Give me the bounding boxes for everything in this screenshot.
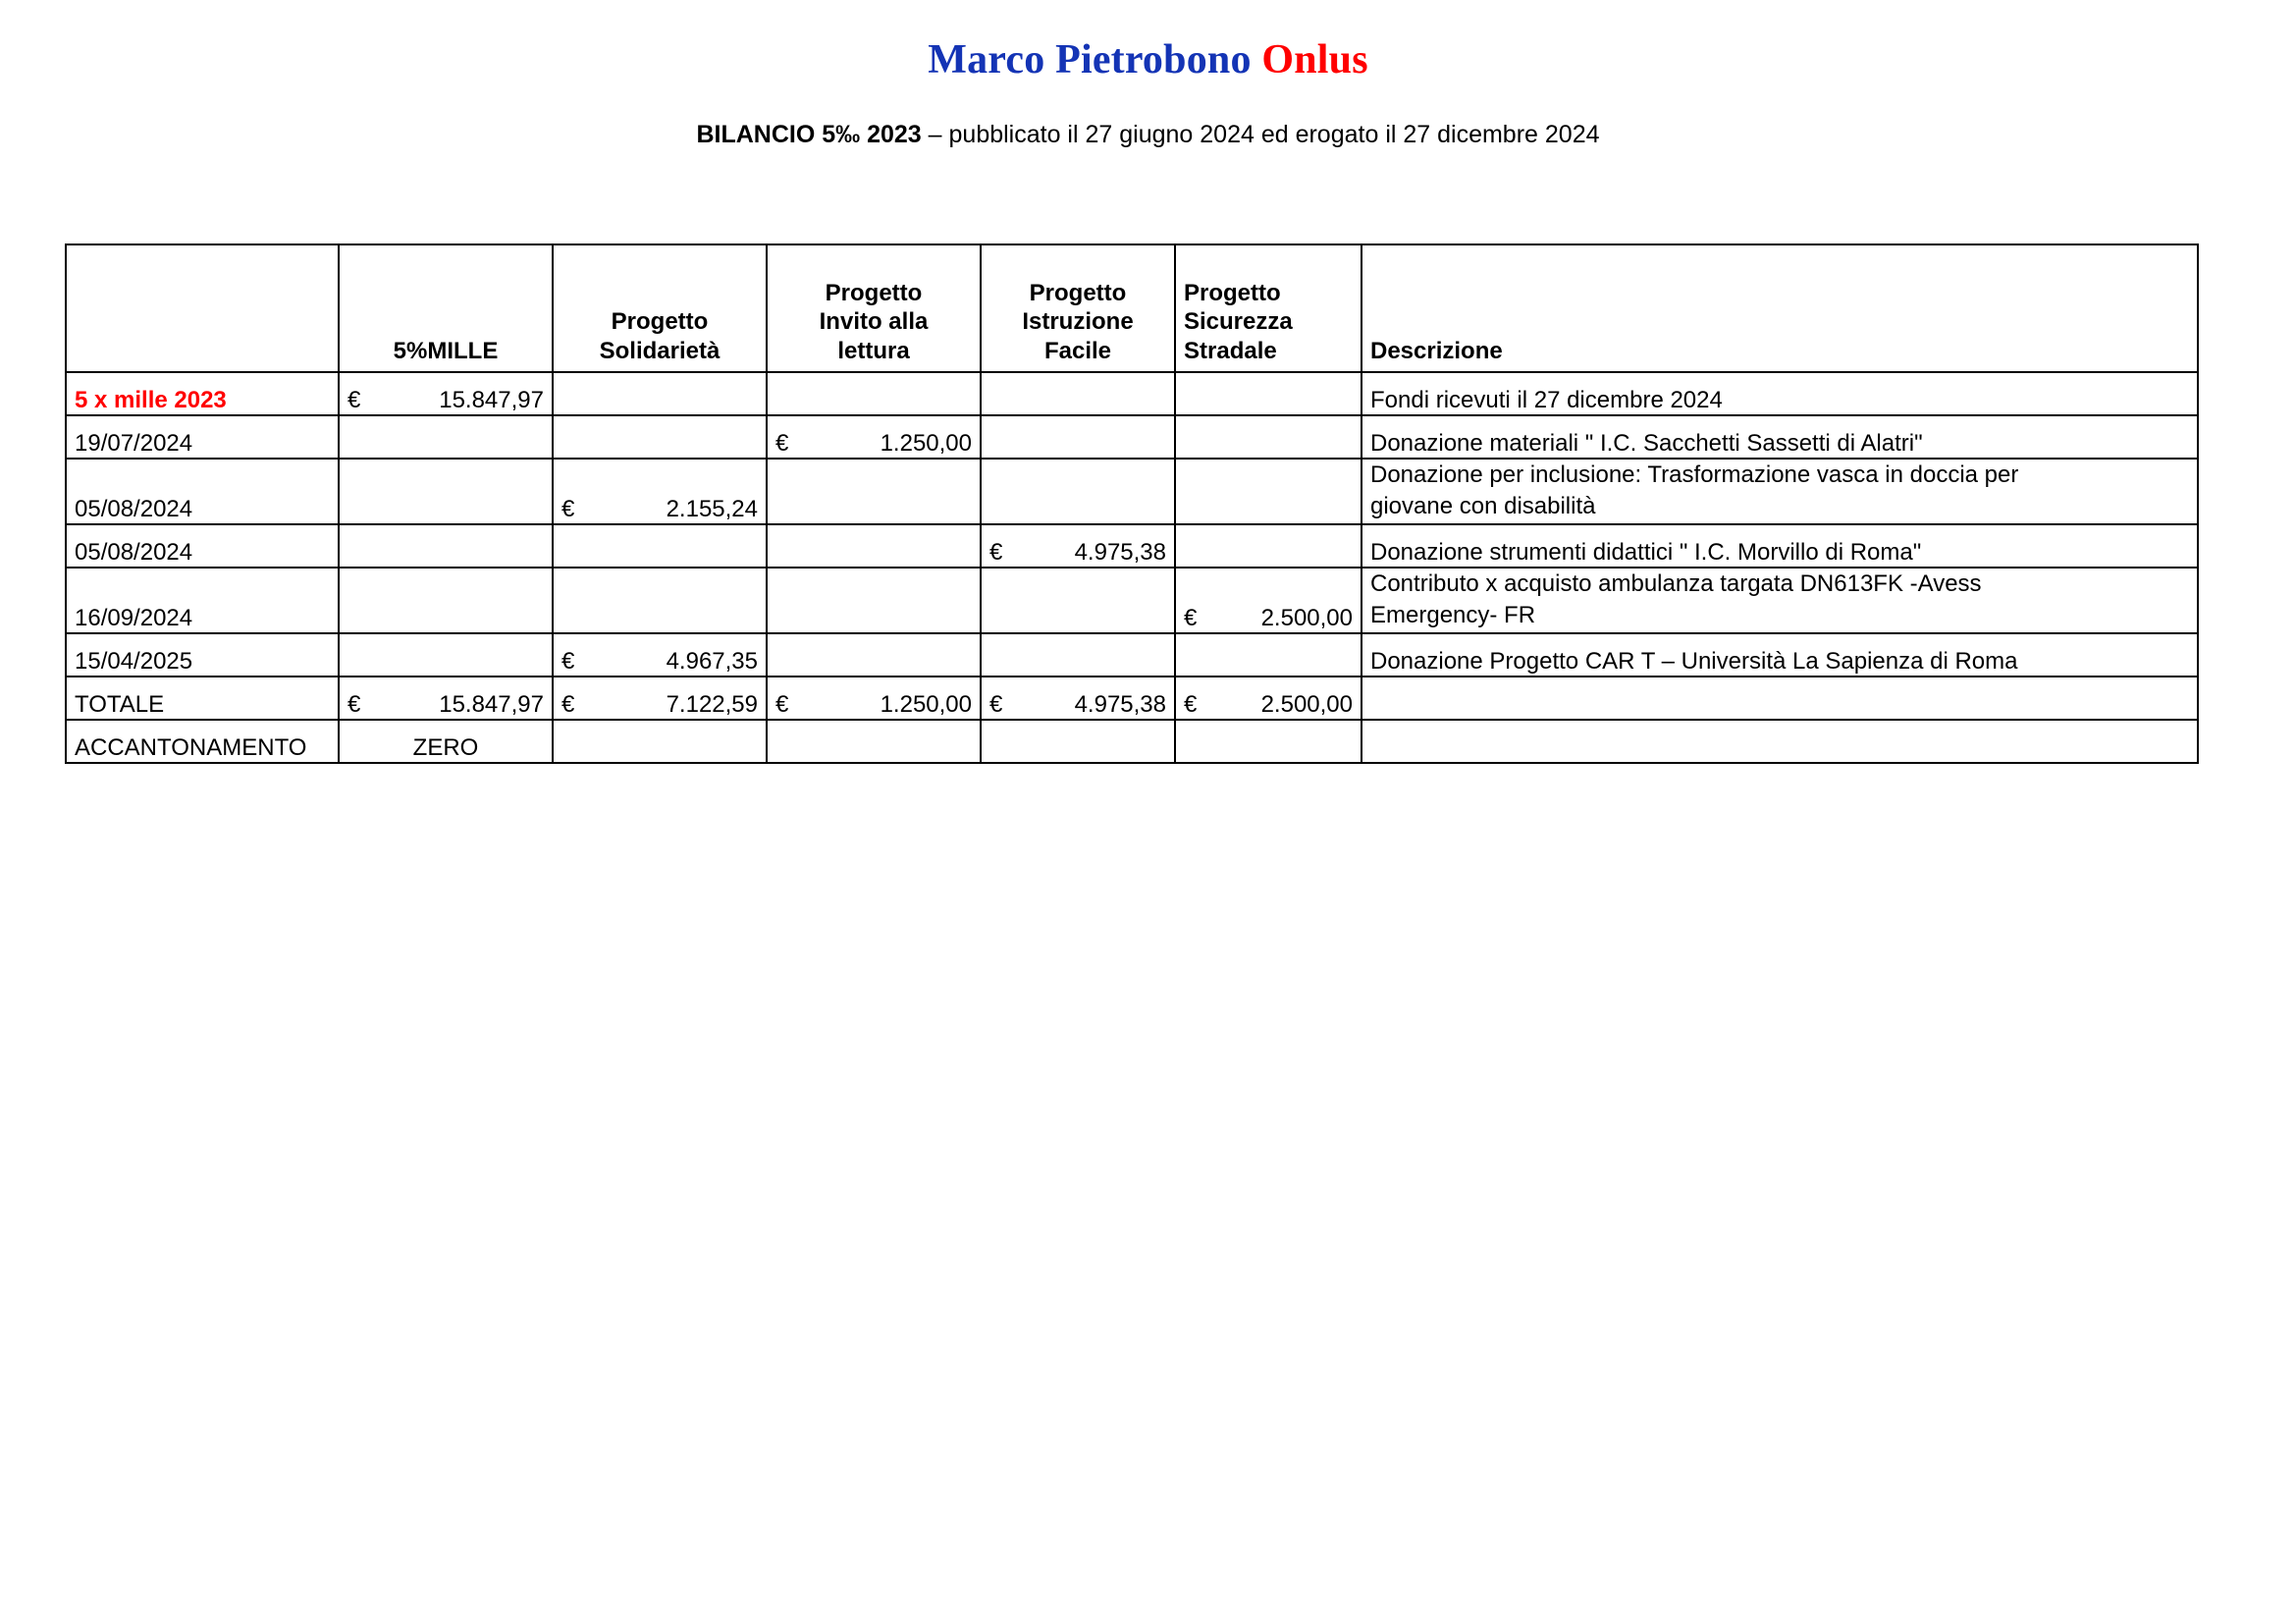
currency-symbol: € (989, 538, 1003, 566)
header-progetto-solidarieta (553, 244, 767, 372)
row-label-text: 16/09/2024 (75, 604, 193, 631)
amount: 4.975,38 (1074, 538, 1166, 566)
header-progetto-invito-lettura (767, 244, 981, 372)
header-lettura-line1: Progetto (825, 280, 923, 307)
table-row (66, 633, 2198, 677)
header-istruzione-line3: Facile (1043, 337, 1112, 364)
cell-descrizione (1362, 415, 2198, 459)
cell-5permille (339, 459, 553, 524)
reserve-value (339, 720, 553, 763)
subtitle-rest: – pubblicato il 27 giugno 2024 ed erogato il 27 dicembre 2024 (921, 121, 1600, 149)
currency-symbol: € (1184, 690, 1198, 718)
row-label (66, 415, 339, 459)
header-sicurezza-line1: Progetto (1184, 280, 1281, 307)
cell-istruzione-facile (981, 372, 1175, 415)
cell-sicurezza-stradale (1175, 633, 1362, 677)
currency-symbol: € (561, 495, 575, 522)
amount: 15.847,97 (439, 690, 544, 718)
cell-solidarieta (553, 372, 767, 415)
row-label (66, 372, 339, 415)
table-row (66, 524, 2198, 568)
header-istruzione-line1: Progetto (1029, 280, 1127, 307)
cell-sicurezza-stradale (1175, 415, 1362, 459)
reserve-label (66, 720, 339, 763)
cell-sicurezza-stradale (1175, 372, 1362, 415)
cell-invito-lettura (767, 415, 981, 459)
header-sicurezza-line2: Sicurezza (1184, 308, 1293, 336)
cell-solidarieta (553, 568, 767, 633)
currency-symbol: € (347, 690, 361, 718)
cell-solidarieta (553, 415, 767, 459)
cell-solidarieta (553, 524, 767, 568)
header-descrizione (1362, 244, 2198, 372)
currency-symbol: € (989, 690, 1003, 718)
cell-invito-lettura (767, 459, 981, 524)
amount: 1.250,00 (880, 690, 972, 718)
row-label (66, 568, 339, 633)
amount: 1.250,00 (880, 430, 972, 457)
row-label (66, 633, 339, 677)
reserve-value-text: ZERO (412, 733, 479, 761)
table-row (66, 568, 2198, 633)
header-corner-cell (66, 244, 339, 372)
header-solidarieta-line2: Solidarietà (599, 337, 721, 364)
header-lettura-line3: lettura (837, 337, 910, 364)
total-label (66, 677, 339, 720)
cell-invito-lettura (767, 568, 981, 633)
amount: 15.847,97 (439, 387, 544, 413)
total-descrizione (1362, 677, 2198, 720)
table-header-row (66, 244, 2198, 372)
header-descrizione-label: Descrizione (1370, 337, 1503, 364)
cell-istruzione-facile (981, 415, 1175, 459)
cell-descrizione (1362, 568, 2198, 633)
cell-5permille (339, 633, 553, 677)
currency-symbol: € (1184, 604, 1198, 631)
table-row (66, 372, 2198, 415)
cell-sicurezza-stradale (1175, 459, 1362, 524)
amount: 4.975,38 (1074, 690, 1166, 718)
descrizione-line2: giovane con disabilità (1370, 493, 1596, 520)
org-name-secondary: Onlus (1261, 37, 1368, 82)
descrizione-line2: Emergency- FR (1370, 602, 1536, 629)
bilancio-table-container (65, 244, 2205, 764)
currency-symbol: € (561, 690, 575, 718)
bilancio-table (65, 244, 2199, 764)
cell-solidarieta (553, 633, 767, 677)
table-row (66, 415, 2198, 459)
cell-sicurezza-stradale (1175, 524, 1362, 568)
header-progetto-istruzione-facile (981, 244, 1175, 372)
reserve-blank-invito-lettura (767, 720, 981, 763)
descrizione-line1: Donazione per inclusione: Trasformazione vasca in doccia per (1370, 461, 2019, 488)
descrizione-line1: Donazione strumenti didattici " I.C. Morvillo di Roma" (1370, 538, 1922, 566)
table-row (66, 459, 2198, 524)
amount: 2.500,00 (1260, 604, 1353, 631)
descrizione-line1: Fondi ricevuti il 27 dicembre 2024 (1370, 387, 1723, 413)
reserve-blank-descrizione (1362, 720, 2198, 763)
total-sicurezza-stradale (1175, 677, 1362, 720)
total-label-text: TOTALE (75, 690, 165, 718)
header-istruzione-line2: Istruzione (1022, 308, 1134, 336)
cell-5permille (339, 524, 553, 568)
cell-descrizione (1362, 372, 2198, 415)
descrizione-line1: Donazione Progetto CAR T – Università La Sapienza di Roma (1370, 647, 2018, 675)
cell-descrizione (1362, 524, 2198, 568)
header-5permille (339, 244, 553, 372)
document-subtitle (0, 82, 2296, 149)
cell-5permille (339, 372, 553, 415)
reserve-blank-sicurezza-stradale (1175, 720, 1362, 763)
cell-5permille (339, 415, 553, 459)
row-label (66, 459, 339, 524)
row-label-text: 19/07/2024 (75, 430, 193, 457)
descrizione-line1: Donazione materiali " I.C. Sacchetti Sassetti di Alatri" (1370, 430, 1923, 457)
currency-symbol: € (775, 690, 789, 718)
cell-istruzione-facile (981, 633, 1175, 677)
amount: 2.155,24 (666, 495, 758, 522)
row-label-text: 15/04/2025 (75, 647, 193, 675)
cell-5permille (339, 568, 553, 633)
cell-istruzione-facile (981, 568, 1175, 633)
row-label-text: 05/08/2024 (75, 538, 193, 566)
cell-invito-lettura (767, 372, 981, 415)
table-reserve-row (66, 720, 2198, 763)
reserve-label-text: ACCANTONAMENTO (75, 733, 307, 761)
amount: 4.967,35 (666, 647, 758, 675)
org-name-primary: Marco Pietrobono (928, 37, 1252, 82)
row-label (66, 524, 339, 568)
cell-descrizione (1362, 459, 2198, 524)
table-total-row (66, 677, 2198, 720)
amount: 2.500,00 (1260, 690, 1353, 718)
header-lettura-line2: Invito alla (819, 308, 929, 336)
total-solidarieta (553, 677, 767, 720)
amount: 7.122,59 (666, 690, 758, 718)
header-solidarieta-line1: Progetto (611, 308, 709, 336)
header-5permille-label: 5%MILLE (393, 337, 499, 364)
cell-istruzione-facile (981, 459, 1175, 524)
header-progetto-sicurezza-stradale (1175, 244, 1362, 372)
page-title (0, 0, 2296, 82)
descrizione-line1: Contributo x acquisto ambulanza targata DN613FK -Avess (1370, 569, 1982, 597)
currency-symbol: € (561, 647, 575, 675)
header-sicurezza-line3: Stradale (1184, 337, 1277, 364)
currency-symbol: € (347, 387, 361, 413)
total-istruzione-facile (981, 677, 1175, 720)
row-label-text: 05/08/2024 (75, 495, 193, 522)
subtitle-strong: BILANCIO 5‰ 2023 (696, 121, 922, 149)
cell-descrizione (1362, 633, 2198, 677)
reserve-blank-istruzione-facile (981, 720, 1175, 763)
reserve-blank-solidarieta (553, 720, 767, 763)
cell-invito-lettura (767, 524, 981, 568)
total-invito-lettura (767, 677, 981, 720)
cell-invito-lettura (767, 633, 981, 677)
currency-symbol: € (775, 430, 789, 457)
row-label-text: 5 x mille 2023 (75, 387, 227, 413)
cell-sicurezza-stradale (1175, 568, 1362, 633)
cell-solidarieta (553, 459, 767, 524)
cell-istruzione-facile (981, 524, 1175, 568)
total-5permille (339, 677, 553, 720)
